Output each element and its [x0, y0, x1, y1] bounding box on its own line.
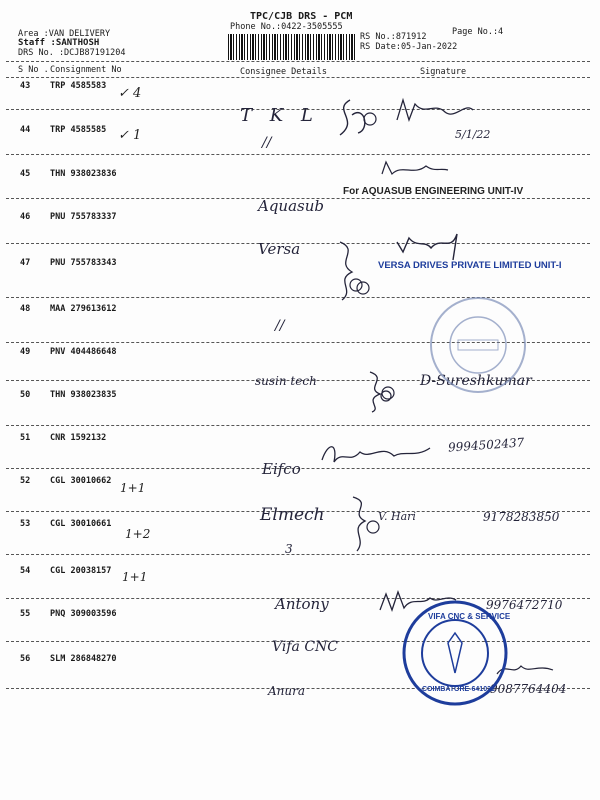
rs-number: RS No.:871912 [360, 32, 427, 42]
row-sno: 56 [20, 654, 31, 664]
vifa-stamp-name: VIFA CNC & SERVICE [428, 612, 511, 621]
circle-mark [380, 385, 396, 401]
row-sno: 48 [20, 304, 31, 314]
row-consignment: THN 938023835 [50, 390, 117, 400]
note-r53: 1+2 [125, 527, 151, 541]
row-sno: 47 [20, 258, 31, 268]
hand-vifa: Vifa CNC [272, 639, 338, 655]
document-title: TPC/CJB DRS - PCM [250, 11, 353, 22]
hand-three: 3 [285, 542, 293, 556]
row-consignment: TRP 4585585 [50, 125, 107, 135]
row-sno: 43 [20, 81, 31, 91]
hand-tkl: T K L [240, 105, 319, 126]
note-r44: ✓ 1 [118, 128, 142, 143]
row-consignment: CGL 30010662 [50, 476, 112, 486]
area-field: Area :VAN DELIVERY [18, 29, 111, 39]
row-consignment: CNR 1592132 [50, 433, 107, 443]
staff-field: Staff :SANTHOSH [18, 38, 100, 48]
row-consignment: PNV 404486648 [50, 347, 117, 357]
drs-number: DRS No. :DCJB87191204 [18, 48, 126, 58]
row-sno: 44 [20, 125, 31, 135]
note-r52: 1+1 [120, 481, 146, 495]
row-sno: 55 [20, 609, 31, 619]
stamp-versa: VERSA DRIVES PRIVATE LIMITED UNIT-I [378, 260, 562, 271]
signature-scribble [395, 98, 475, 128]
note-r54: 1+1 [122, 570, 148, 584]
note-r43: ✓ 4 [118, 86, 142, 101]
row-sno: 52 [20, 476, 31, 486]
row-consignment: SLM 286848270 [50, 654, 117, 664]
hand-arun-phone: 9994502437 [447, 435, 525, 455]
company-seal [428, 295, 528, 395]
hand-date: 5/1/22 [455, 128, 491, 141]
hand-ditto-1: // [262, 135, 272, 151]
hand-antony: Antony [275, 595, 329, 613]
col-consignment: Consignment No [50, 65, 122, 75]
col-sno: S No . [18, 65, 49, 75]
barcode [228, 34, 356, 60]
row-consignment: PNU 755783337 [50, 212, 117, 222]
row-sno: 45 [20, 169, 31, 179]
hand-hari-phone: 9178283850 [483, 510, 560, 524]
signature-scribble [320, 440, 440, 470]
hand-versa: Versa [258, 240, 301, 258]
hand-anura: Anura [268, 684, 306, 698]
row-consignment: TRP 4585583 [50, 81, 107, 91]
row-sno: 46 [20, 212, 31, 222]
hand-anura-phone: 9087764404 [490, 682, 567, 696]
hand-aquasub: Aquasub [258, 197, 324, 215]
row-consignment: PNQ 309003596 [50, 609, 117, 619]
row-consignment: THN 938023836 [50, 169, 117, 179]
signature-scribble [345, 495, 385, 555]
hand-elmech: Elmech [260, 505, 325, 525]
row-consignment: MAA 279613612 [50, 304, 117, 314]
vifa-stamp-city: COIMBATORE-641022 [422, 686, 495, 693]
page-number: Page No.:4 [452, 27, 504, 37]
col-signature: Signature [420, 67, 467, 77]
hand-susin: susin tech [255, 374, 317, 388]
rs-date: RS Date:05-Jan-2022 [360, 42, 458, 52]
row-consignment: CGL 30010661 [50, 519, 112, 529]
row-sno: 51 [20, 433, 31, 443]
row-sno: 54 [20, 566, 31, 576]
hand-x-hari: V. Hari [378, 510, 416, 523]
row-sno: 49 [20, 347, 31, 357]
row-consignment: CGL 20038157 [50, 566, 112, 576]
row-consignment: PNU 755783343 [50, 258, 117, 268]
hand-d-sign: D-Sureshkumar [420, 373, 532, 389]
row-sno: 53 [20, 519, 31, 529]
circle-mark [355, 280, 371, 296]
phone-number: Phone No.:0422-3505555 [230, 22, 343, 32]
col-consignee: Consignee Details [240, 67, 327, 77]
hand-eifco: Eifco [262, 460, 301, 478]
row-sno: 50 [20, 390, 31, 400]
signature-scribble [380, 160, 450, 180]
hand-antony-phone: 9976472710 [486, 598, 563, 612]
stamp-aquasub: For AQUASUB ENGINEERING UNIT-IV [343, 186, 524, 197]
hand-ditto-2: // [275, 318, 285, 334]
